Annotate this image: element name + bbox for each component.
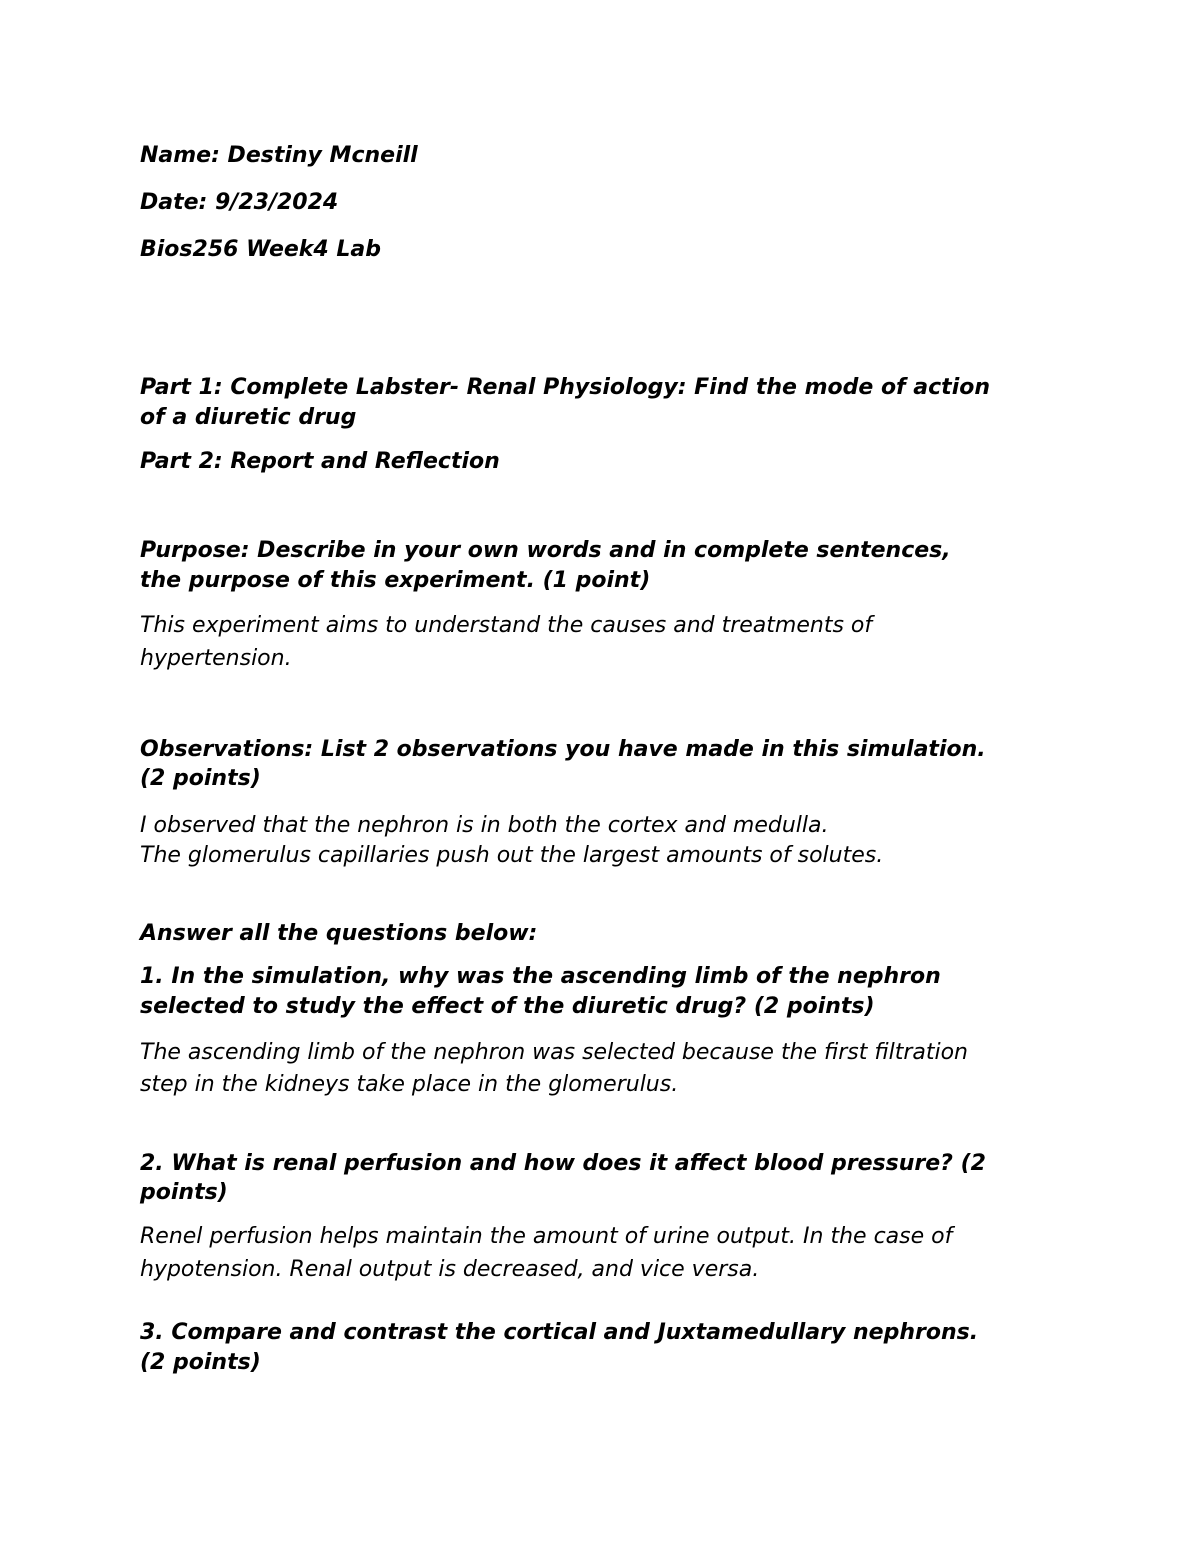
part2-heading: Part 2: Report and Reflection [140,449,500,474]
purpose-answer-line2: hypertension. [140,646,292,671]
answer-2-line1: Renel perfusion helps maintain the amount of urine output. In the case of [140,1224,953,1249]
course-title: Bios256 Week4 Lab [140,237,382,262]
part1-heading-line1: Part 1: Complete Labster- Renal Physiology: Find the mode of action [140,375,991,400]
answer-2-line2: hypotension. Renal output is decreased, and vice versa. [140,1257,760,1282]
part1-heading-line2: of a diuretic drug [140,405,357,430]
purpose-answer-line1: This experiment aims to understand the causes and treatments of [140,613,873,638]
assignment-date: Date: 9/23/2024 [140,190,339,215]
question-3-line1: 3. Compare and contrast the cortical and Juxtamedullary nephrons. [140,1320,979,1345]
question-3-line2: (2 points) [140,1350,261,1375]
question-1-line1: 1. In the simulation, why was the ascending limb of the nephron [140,964,941,989]
question-2-line1: 2. What is renal perfusion and how does it affect blood pressure? (2 [140,1151,986,1176]
observations-answer-line2: The glomerulus capillaries push out the largest amounts of solutes. [140,843,884,868]
questions-intro: Answer all the questions below: [140,921,538,946]
observations-answer-line1: I observed that the nephron is in both the cortex and medulla. [140,813,829,838]
answer-1-line1: The ascending limb of the nephron was selected because the first filtration [140,1040,968,1065]
question-2-line2: points) [140,1180,228,1205]
observations-prompt-line1: Observations: List 2 observations you have made in this simulation. [140,737,986,762]
student-name: Name: Destiny Mcneill [140,143,418,168]
purpose-prompt-line1: Purpose: Describe in your own words and in complete sentences, [140,538,951,563]
answer-1-line2: step in the kidneys take place in the glomerulus. [140,1072,679,1097]
question-1-line2: selected to study the effect of the diuretic drug? (2 points) [140,994,875,1019]
observations-prompt-line2: (2 points) [140,766,261,791]
purpose-prompt-line2: the purpose of this experiment. (1 point) [140,568,651,593]
